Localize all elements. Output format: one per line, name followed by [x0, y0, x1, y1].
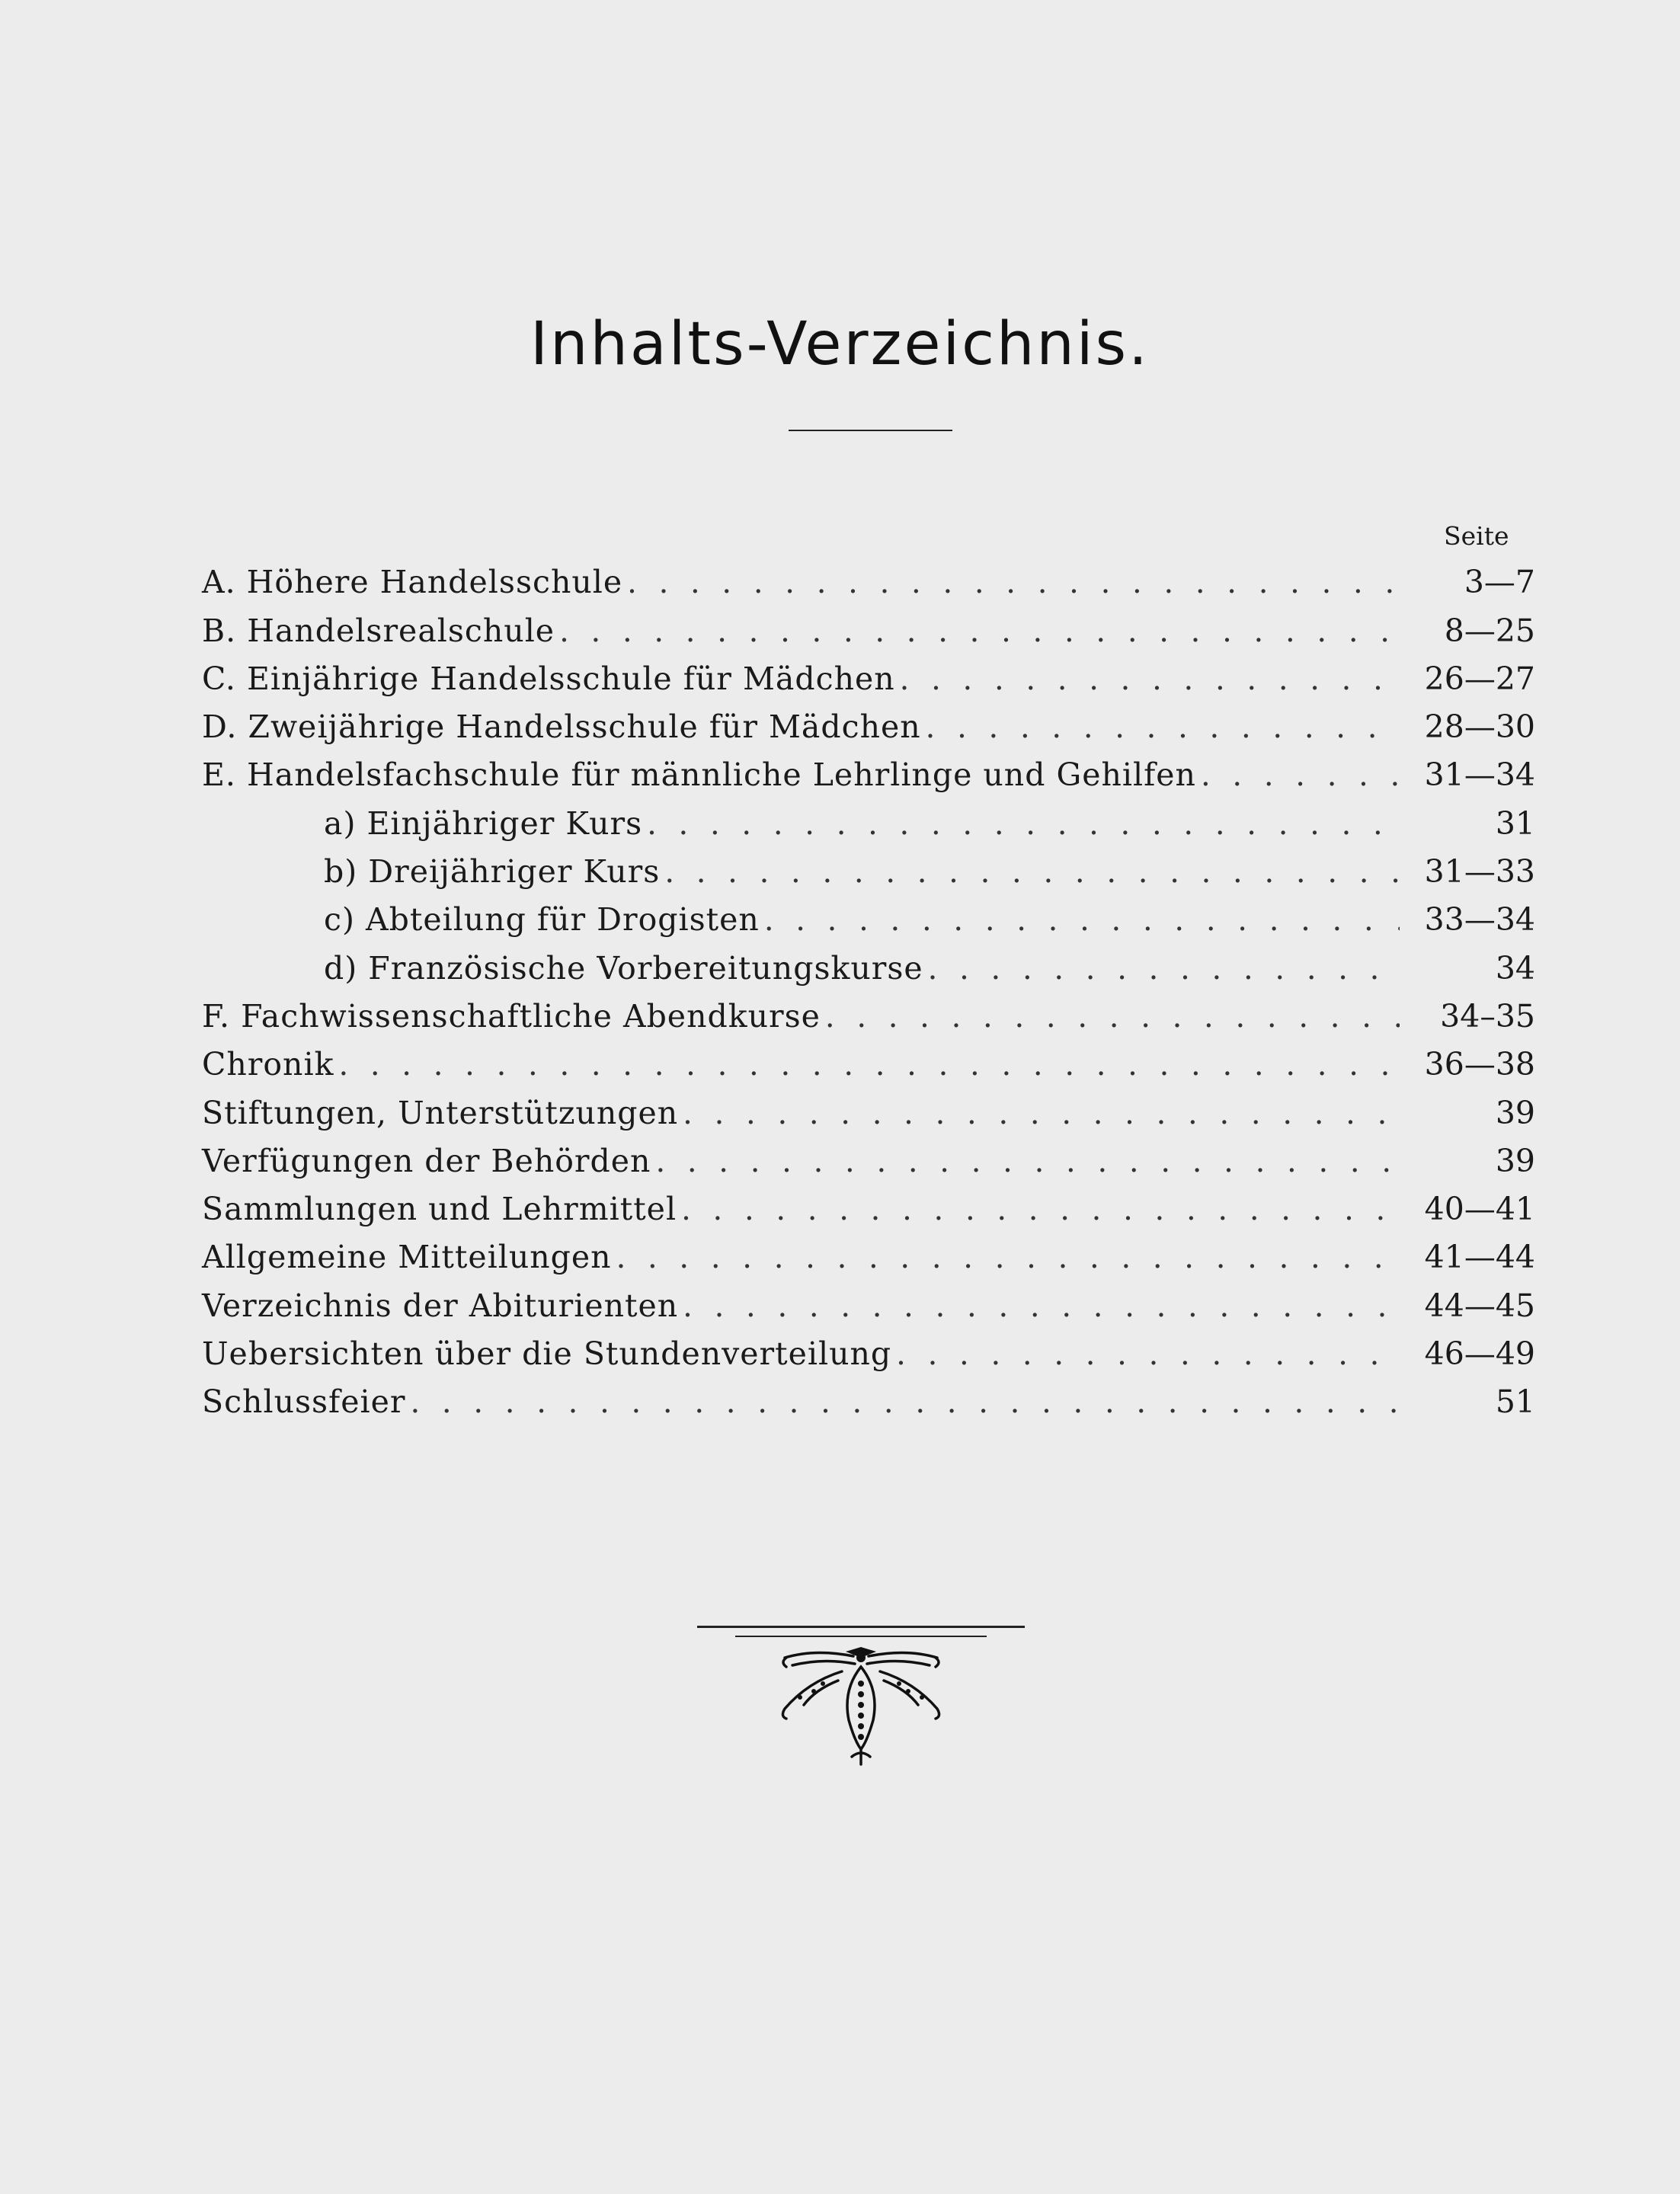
toc-entry-pages: 44—45 [1424, 1287, 1535, 1324]
toc-entry [202, 984, 1535, 1035]
toc-entry [202, 1177, 1535, 1228]
toc-entry-pages: 34 [1495, 949, 1535, 987]
toc-entry-label: b) Dreijähriger Kurs [324, 853, 661, 891]
toc-entry-pages: 26—27 [1424, 660, 1535, 697]
toc-entry [202, 598, 1535, 649]
title-divider [789, 430, 952, 431]
page-column-header: Seite [1444, 521, 1509, 551]
toc-entry [202, 1225, 1535, 1276]
toc-entry-label: D. Zweijährige Handelsschule für Mädchen [202, 708, 921, 746]
leader-dots [681, 1195, 1400, 1225]
leader-dots [616, 1243, 1400, 1273]
toc-entry-pages: 28—30 [1424, 708, 1535, 746]
toc-entry [202, 1370, 1535, 1421]
toc-entry-pages: 39 [1495, 1094, 1535, 1131]
toc-entry-pages: 39 [1495, 1142, 1535, 1179]
toc-entry-label: Verzeichnis der Abiturienten [202, 1287, 679, 1324]
toc-entry-label: Sammlungen und Lehrmittel [202, 1191, 677, 1228]
toc-entry-label: Chronik [202, 1046, 334, 1083]
leader-dots [825, 1002, 1400, 1032]
toc-entry [202, 1080, 1535, 1131]
toc-entry [202, 647, 1535, 695]
toc-entry-pages: 31 [1495, 804, 1535, 842]
toc-entry-pages: 36—38 [1424, 1046, 1535, 1083]
leader-dots [627, 568, 1400, 598]
leader-dots [683, 1291, 1400, 1322]
leader-dots [664, 857, 1400, 888]
table-of-contents [202, 550, 1535, 1421]
toc-entry-pages: 31—33 [1424, 853, 1535, 891]
toc-entry [202, 1032, 1535, 1083]
leader-dots [410, 1387, 1400, 1418]
leader-dots [683, 1099, 1400, 1129]
toc-entry [202, 743, 1535, 794]
toc-entry-label: B. Handelsrealschule [202, 612, 555, 649]
toc-subentry [202, 840, 1535, 891]
toc-entry-label: d) Französische Vorbereitungskurse [324, 949, 923, 987]
toc-entry-pages: 34–35 [1440, 997, 1535, 1035]
leader-dots [655, 1147, 1400, 1177]
toc-entry-pages: 8—25 [1444, 612, 1535, 649]
ornament-rule-top [697, 1626, 1025, 1628]
leader-dots [1201, 760, 1400, 791]
leader-dots [900, 664, 1400, 695]
toc-entry-label: Allgemeine Mitteilungen [202, 1239, 612, 1276]
leader-dots [928, 954, 1400, 984]
toc-entry-label: A. Höhere Handelsschule [202, 564, 623, 601]
toc-entry-label: Uebersichten über die Stundenverteilung [202, 1335, 892, 1373]
toc-entry-label: Schlussfeier [202, 1383, 406, 1421]
leader-dots [896, 1339, 1400, 1370]
toc-entry [202, 695, 1535, 746]
ornament-rule-bottom [735, 1636, 987, 1637]
leader-dots [559, 616, 1400, 647]
vignette-ornament-icon [770, 1644, 952, 1766]
toc-entry-pages: 46—49 [1424, 1335, 1535, 1373]
toc-entry-label: F. Fachwissenschaftliche Abendkurse [202, 997, 821, 1035]
toc-entry-pages: 51 [1495, 1383, 1535, 1421]
toc-entry-pages: 41—44 [1424, 1239, 1535, 1276]
toc-entry-label: E. Handelsfachschule für männliche Lehrlinge und Gehilfen [202, 756, 1196, 794]
toc-entry-label: C. Einjährige Handelsschule für Mädchen [202, 660, 895, 697]
toc-entry-label: a) Einjähriger Kurs [324, 804, 643, 842]
toc-entry-pages: 33—34 [1424, 901, 1535, 939]
toc-subentry [202, 791, 1535, 842]
toc-entry [202, 1322, 1535, 1373]
toc-entry [202, 550, 1535, 601]
leader-dots [764, 905, 1400, 935]
toc-entry [202, 1129, 1535, 1177]
toc-entry [202, 1273, 1535, 1324]
leader-dots [647, 809, 1400, 840]
leader-dots [926, 712, 1400, 743]
leader-dots [338, 1050, 1400, 1080]
toc-subentry [202, 935, 1535, 987]
toc-entry-label: c) Abteilung für Drogisten [324, 901, 760, 939]
toc-entry-label: Verfügungen der Behörden [202, 1142, 651, 1179]
toc-entry-pages: 40—41 [1424, 1191, 1535, 1228]
toc-entry-pages: 3—7 [1464, 564, 1535, 601]
toc-entry-label: Stiftungen, Unterstützungen [202, 1094, 679, 1131]
page-title: Inhalts-Verzeichnis. [530, 310, 1150, 379]
toc-subentry [202, 888, 1535, 939]
toc-entry-pages: 31—34 [1424, 756, 1535, 794]
